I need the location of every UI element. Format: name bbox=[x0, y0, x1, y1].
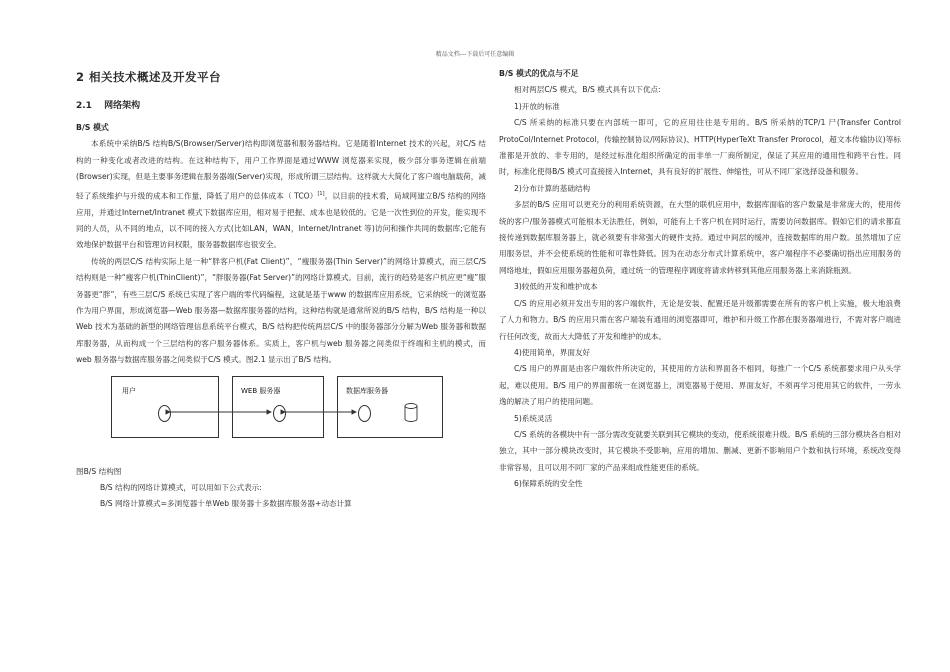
item-title: 5)系统灵活 bbox=[514, 413, 553, 423]
advantages-intro: 相对两层C/S 模式，B/S 模式具有以下优点: bbox=[514, 85, 661, 95]
item-title: 6)保障系统的安全性 bbox=[514, 479, 583, 489]
left-column bbox=[76, 68, 486, 513]
advantages-heading: B/S 模式的优点与不足 bbox=[499, 69, 579, 78]
client-label: 用户 bbox=[122, 386, 136, 395]
section-title: 2.1 网络架构 bbox=[76, 101, 141, 111]
paragraph-cs-compare: 传统的两层C/S 结构实际上是一种“胖客户机(Fat Client)”，“瘦服务器(Thin Server)”的网络计算模式，而三层C/S 结构则是一种“瘦客户机(ThinClient)”，“胖服务器(Fat Server)”的网络计算模式。目前，流行的趋势是客户机应更“瘦”服务器更“胖”，有些三层C/S 系统已实现了客户端的零代码编程，这就是基于www 的数据库应用系统，它采纳统一的浏览器作为用户界面，形成浏览器—Web 服务器—数据库服务器的结构，这种结构就是通常所说的B/S 结构，B/S 结构是一种以Web 技术为基础的新型的网络管理信息系统平台模式，B/S 结构把传统两层C/S 中的服务器部分分解为Web 服务器和数据库服务器，从而构成一个三层结构的客户服务器体系。实质上，客户机与web 服务器之间类似于终端和主机的模式，而web 服务器与数据库服务器之间类似于C/S 模式。图2.1 显示出了B/S 结构。 bbox=[76, 256, 486, 365]
right-column bbox=[499, 66, 901, 493]
chapter-title: 2 相关技术概述及开发平台 bbox=[76, 70, 222, 84]
item-text: C/S 所采纳的标准只要在内部统一即可，它的应用往往是专用的。B/S 所采纳的TCP/1 尸(Transfer Control ProtoCol/Internet Protocol，传输控制协议/网际协议)、HTTP(HyperTeXt Transfer Prorocol，超文本传输协议)等标准都是开放的、非专用的，是经过标准化组织所确定的而非单一厂商所制定，保证了其应用的通用性和跨平台性。同时，标准化使得B/S 模式可直接接入Internet，具有良好的扩展性、伸缩性，可从不同厂家选择设备和服务。 bbox=[499, 118, 901, 177]
page-header: 精品文档---下载后可任意编辑 bbox=[435, 51, 515, 58]
bs-structure-figure bbox=[111, 372, 441, 440]
formula-intro: B/S 结构的网络计算模式，可以用如下公式表示: bbox=[100, 483, 262, 493]
item-text: C/S 的应用必须开发出专用的客户端软件，无论是安装、配置还是升级都需要在所有的客户机上实施，极大地浪费了人力和物力。B/S 的应用只需在客户端装有通用的浏览器即可，维护和升级工作都在服务器端进行，不需对客户端进行任何改变，故而大大降低了开发和维护的成本。 bbox=[499, 298, 901, 341]
connection-arrows bbox=[111, 372, 441, 440]
item-text: C/S 用户的界面是由客户端软件所决定的，其使用的方法和界面各不相同，每推广一个C/S 系统都要求用户从头学起，难以使用。B/S 用户的界面都统一在浏览器上，浏览器易于使用、界面友好，不须再学习使用其它的软件，一劳永逸的解决了用户的使用问题。 bbox=[499, 364, 901, 407]
web-server-label: WEB 服务器 bbox=[241, 386, 281, 395]
paragraph-bs-intro: 本系统中采纳B/S 结构B/S(Browser/Server)结构即浏览器和服务器结构。它是随着Internet 技术的兴起，对C/S 结构的一种变化或者改进的结构。在这种结构下，用户工作界面是通过WWW 浏览器来实现，极少部分事务逻辑在前端(Browser)实现，但是主要事务逻辑在服务器端(Server)实现，形成所谓三层结构。这样就大大简化了客户端电脑载荷，减轻了系统维护与升级的成本和工作量，降低了用户的总体成本（ TCO）[1]。以目前的技术看，局域网建立B/S 结构的网络应用，并通过Internet/Intranet 模式下数据库应用，相对易于把握、成本也是较低的。它是一次性到位的开发，能实现不同的人员，从不同的地点，以不同的接入方式(比如LAN，WAN，Internet/Intranet 等)访问和操作共同的数据库;它能有效地保护数据平台和管理访问权限，服务器数据库也很安全。 bbox=[76, 139, 487, 250]
item-title: 1)开放的标准 bbox=[514, 101, 560, 111]
item-title: 4)使用简单，界面友好 bbox=[514, 347, 591, 357]
item-title: 2)分布计算的基础结构 bbox=[514, 183, 591, 193]
item-title: 3)较低的开发和维护成本 bbox=[514, 282, 598, 292]
db-server-label: 数据库服务器 bbox=[346, 386, 388, 395]
item-text: 多层的B/S 应用可以更充分的利用系统资源，在大型的联机应用中，数据库面临的客户数量是非常庞大的，使用传统的客户/服务器模式可能根本无法胜任，例如，可能有上千客户机在同时运行，需要访问数据库。假如它们的请求都直接传递到数据库服务器上，就必须要有非常强大的硬件支持。通过中间层的缓冲，连接数据库的用户数。虽然增加了应用服务层，并不会使系统的性能和可靠性降低。因为在动态分布式计算系统中，客户端程序不必要确切指出应用服务的网络地址，假如应用服务器超负荷，通过统一的管理程序调度将请求转移到其他应用服务器上来消除瓶颈。 bbox=[499, 200, 901, 275]
item-text: C/S 系统的各模块中有一部分需改变就要关联到其它模块的变动，使系统很难升级。B/S 系统的三部分模块各自相对独立，其中一部分模块改变时，其它模块不受影响，应用的增加、删减、更新不影响用户个数和执行环境，系统改变得非常容易，且可以用不同厂家的产品来组成性能更佳的系统。 bbox=[499, 429, 901, 472]
citation: [1] bbox=[317, 190, 325, 197]
formula: B/S 网络计算模式=多浏览器十单Web 服务器十多数据库服务器+动态计算 bbox=[100, 499, 352, 509]
bs-heading: B/S 模式 bbox=[76, 123, 109, 132]
figure-caption: 图B/S 结构图 bbox=[76, 466, 122, 476]
